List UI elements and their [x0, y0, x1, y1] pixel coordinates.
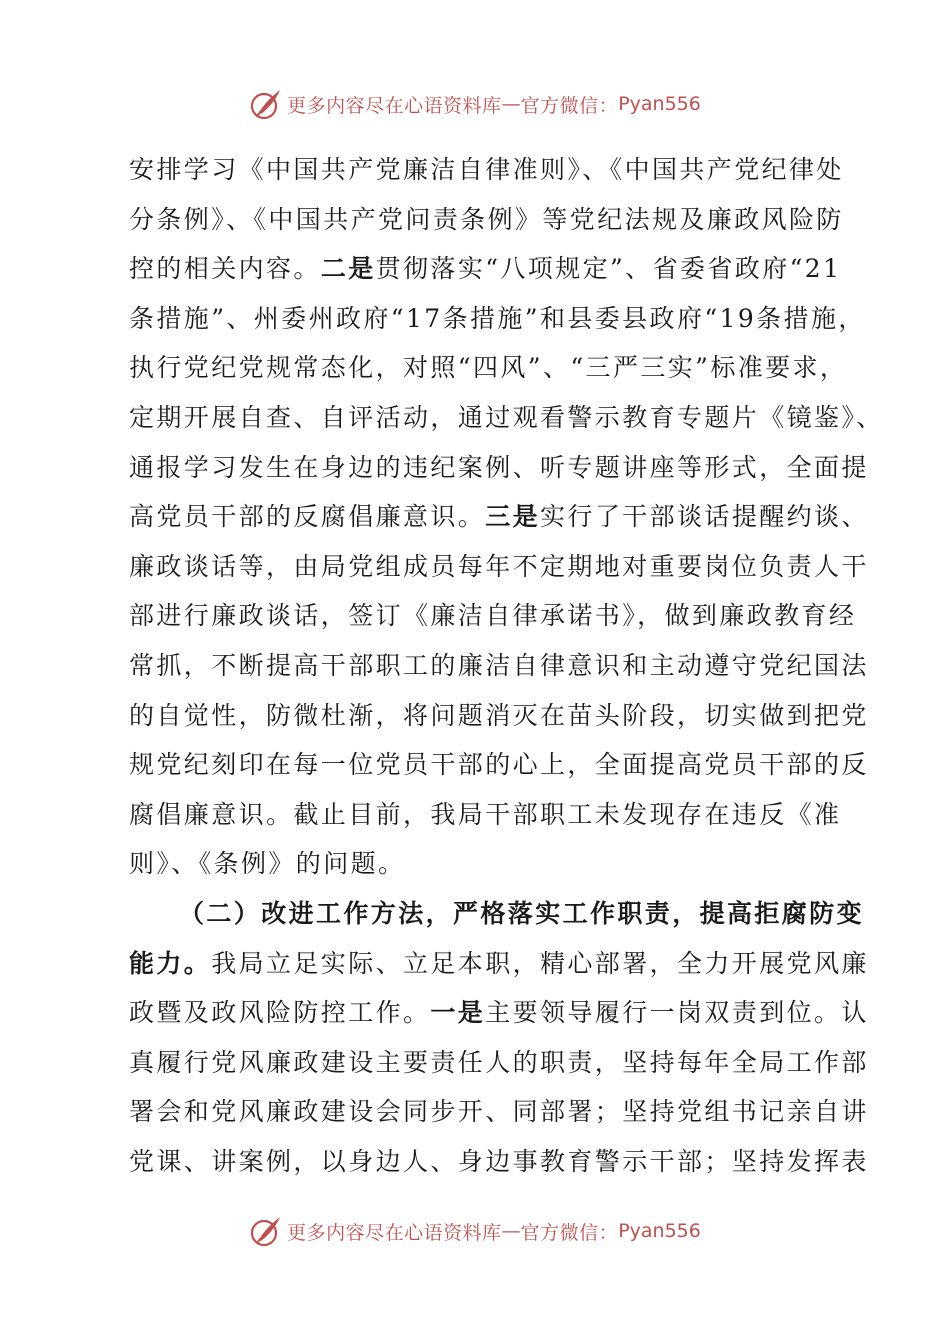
text-run: 政暨及政风险防控工作。 — [129, 998, 431, 1028]
text-line — [129, 492, 869, 542]
watermark-wechat-label: 官方微信： — [520, 1221, 619, 1244]
text-run: 部进行廉政谈话，签订《廉洁自律承诺书》，做到廉政教育经 — [129, 601, 857, 631]
watermark-wechat-id: Pyan556 — [618, 1220, 701, 1242]
text-run: 贯彻落实“八项规定”、省委省政府“21 — [375, 254, 842, 284]
text-line — [129, 1137, 869, 1187]
text-line — [129, 244, 842, 294]
text-run: 常抓，不断提高干部职工的廉洁自律意识和主动遵守党纪国法 — [129, 650, 869, 680]
text-run: 控的相关内容。 — [129, 254, 321, 284]
text-line — [129, 790, 842, 840]
text-line — [129, 889, 865, 939]
watermark-footer — [0, 1211, 950, 1251]
text-line — [129, 1087, 869, 1137]
text-run: 条措施”、州委州政府“17条措施”和县委县政府“19条措施， — [129, 303, 866, 333]
text-line — [129, 839, 833, 889]
text-line — [129, 591, 857, 641]
text-line — [129, 988, 869, 1038]
text-line — [129, 393, 884, 443]
text-line — [129, 195, 844, 245]
bold-text-run: 三是 — [485, 502, 541, 532]
text-run: 的自觉性，防微杜渐，将问题消灭在苗头阶段，切实做到把党 — [129, 700, 869, 730]
text-run: 定期开展自查、自评活动，通过观看警示教育专题片《镜鉴》、 — [129, 402, 884, 432]
watermark-wechat-id: Pyan556 — [618, 93, 701, 115]
bold-text-run: 一是 — [430, 998, 486, 1028]
watermark-header — [0, 84, 950, 124]
text-run: 真履行党风廉政建设主要责任人的职责，坚持每年全局工作部 — [129, 1047, 869, 1077]
text-line — [129, 294, 866, 344]
text-line — [129, 145, 844, 195]
bold-text-run: 能力。 — [129, 948, 212, 978]
text-run: 通报学习发生在身边的违纪案例、听专题讲座等形式，全面提 — [129, 452, 869, 482]
text-run: 廉政谈话等，由局党组成员每年不定期地对重要岗位负责人干 — [129, 551, 869, 581]
text-run: 主要领导履行一岗双责到位。认 — [485, 998, 869, 1028]
watermark-wechat-label: 官方微信： — [520, 94, 619, 117]
text-run: 执行党纪党规常态化，对照“四风”、“三严三实”标准要求， — [129, 353, 848, 383]
bold-text-run: 二是 — [320, 254, 376, 284]
text-run: 实行了干部谈话提醒约谈、 — [540, 502, 869, 532]
text-run: 党课、讲案例，以身边人、身边事教育警示干部；坚持发挥表 — [129, 1146, 869, 1176]
text-line — [129, 740, 869, 790]
watermark-separator: — — [501, 1220, 521, 1242]
text-run: 规党纪刻印在每一位党员干部的心上，全面提高党员干部的反 — [129, 750, 869, 780]
bold-text-run: （二）改进工作方法，严格落实工作职责，提高拒腐防变 — [179, 898, 865, 928]
text-run: 则》、《条例》的问题。 — [129, 849, 406, 879]
text-run: 腐倡廉意识。截止目前，我局干部职工未发现存在违反《准 — [129, 799, 842, 829]
watermark-separator: — — [501, 93, 521, 115]
text-run: 高党员干部的反腐倡廉意识。 — [129, 502, 486, 532]
text-run: 安排学习《中国共产党廉洁自律准则》、《中国共产党纪律处 — [129, 155, 844, 184]
text-line — [129, 542, 869, 592]
text-line — [129, 1038, 869, 1088]
text-line — [129, 939, 869, 989]
watermark-main-text: 更多内容尽在心语资料库 — [287, 1221, 502, 1244]
document-body — [129, 145, 884, 1186]
text-run: 分条例》、《中国共产党问责条例》等党纪法规及廉政风险防 — [129, 204, 844, 234]
watermark-main-text: 更多内容尽在心语资料库 — [287, 94, 502, 117]
text-line — [129, 691, 869, 741]
text-run: 署会和党风廉政建设会同步开、同部署；坚持党组书记亲自讲 — [129, 1097, 869, 1127]
quill-logo-icon — [249, 87, 283, 121]
text-run: 我局立足实际、立足本职，精心部署，全力开展党风廉 — [211, 948, 869, 978]
quill-logo-icon — [249, 1214, 283, 1248]
text-line — [129, 641, 869, 691]
text-line — [129, 443, 869, 493]
text-line — [129, 343, 848, 393]
